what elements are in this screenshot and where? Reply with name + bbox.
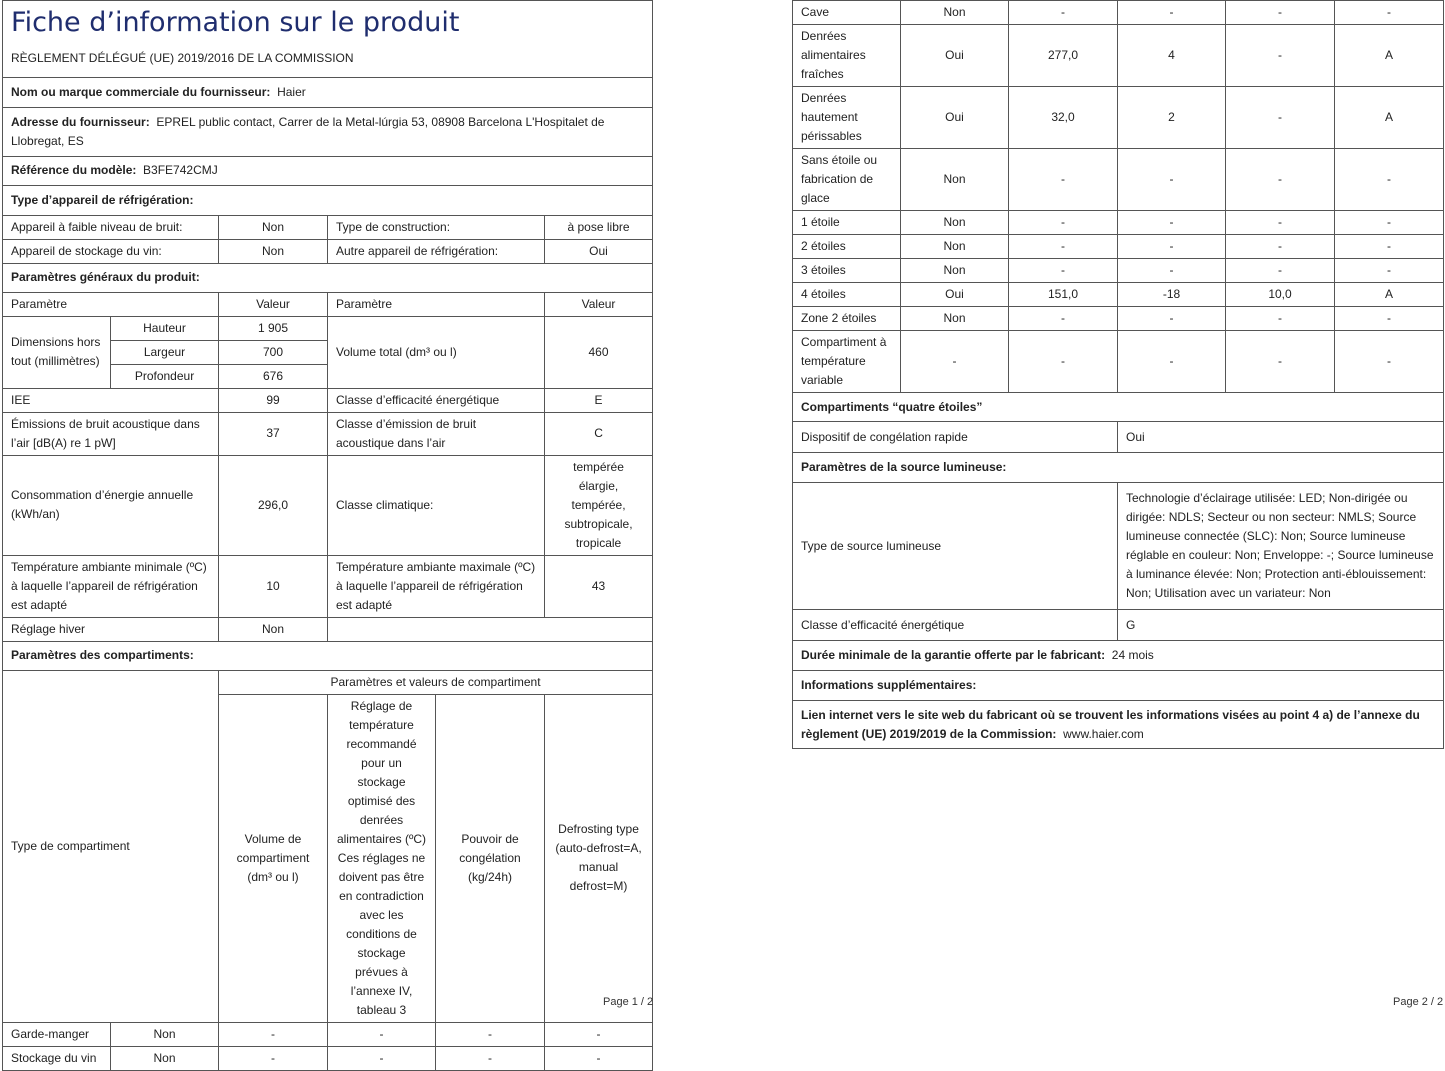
max-temp-value: 43 [545, 555, 653, 617]
compartment-defrost: - [545, 1022, 653, 1046]
table-row [793, 87, 1444, 149]
compartment-name: 4 étoiles [793, 283, 901, 307]
param-header-left: Paramètre [3, 292, 219, 316]
compartment-name: Denrées alimentaires fraîches [793, 25, 901, 87]
compartment-defrost: A [1335, 25, 1444, 87]
other-appliance-value: Oui [545, 239, 653, 263]
compartment-freezing: 10,0 [1226, 283, 1335, 307]
appliance-type-heading: Type d’appareil de réfrigération: [3, 185, 653, 215]
compartment-present: Non [111, 1022, 219, 1046]
empty-cell [328, 617, 653, 641]
compartment-volume: - [1009, 211, 1118, 235]
compartment-volume: 151,0 [1009, 283, 1118, 307]
compartment-temp: - [328, 1022, 436, 1046]
supplier-name: Haier [277, 84, 306, 99]
compartment-freezing: - [1226, 307, 1335, 331]
page-number-2: Page 2 / 2 [1393, 996, 1444, 1008]
noise-class-label: Classe d’émission de bruit acoustique dans l’air [328, 412, 545, 455]
compartment-temp: - [1118, 211, 1226, 235]
max-temp-label: Température ambiante maximale (ºC) à laquelle l’appareil de réfrigération est adapté [328, 555, 545, 617]
page-2 [792, 0, 1443, 749]
dimensions-label: Dimensions hors tout (millimètres) [3, 316, 111, 388]
compartment-present: Non [901, 307, 1009, 331]
annual-energy-label: Consommation d’énergie annuelle (kWh/an) [3, 455, 219, 555]
depth-value: 676 [219, 364, 328, 388]
compartment-freezing: - [1226, 211, 1335, 235]
compartment-volume: - [1009, 1, 1118, 25]
compartment-freezing: - [1226, 149, 1335, 211]
compartment-volume: - [1009, 149, 1118, 211]
compartment-defrost: - [1335, 211, 1444, 235]
light-class-label: Classe d’efficacité énergétique [793, 610, 1118, 641]
compartment-name: 3 étoiles [793, 259, 901, 283]
wine-label: Appareil de stockage du vin: [3, 239, 219, 263]
energy-class-label: Classe d’efficacité énergétique [328, 388, 545, 412]
compartment-temp: 2 [1118, 87, 1226, 149]
four-star-heading: Compartiments “quatre étoiles” [793, 393, 1444, 422]
compartment-present: Non [901, 211, 1009, 235]
regulation-title: RÈGLEMENT DÉLÉGUÉ (UE) 2019/2016 DE LA COMMISSION [3, 41, 653, 77]
supplier-address: EPREL public contact, Carrer de la Metal-lúrgia 53, 08908 Barcelona L'Hospitalet de Llobregat, ES [11, 114, 605, 148]
model-ref: B3FE742CMJ [143, 163, 218, 177]
width-label: Largeur [111, 340, 219, 364]
supplier-name-label: Nom ou marque commerciale du fournisseur: [11, 84, 271, 99]
compartment-freezing: - [436, 1046, 545, 1070]
compartment-present: Oui [901, 87, 1009, 149]
compartment-present: Non [901, 259, 1009, 283]
compartment-defrost: A [1335, 283, 1444, 307]
construction-label: Type de construction: [328, 215, 545, 239]
noise-value: 37 [219, 412, 328, 455]
compartment-volume: - [1009, 235, 1118, 259]
compartment-type-label: Type de compartiment [3, 670, 219, 1022]
min-temp-label: Température ambiante minimale (ºC) à laquelle l’appareil de réfrigération est adapté [3, 555, 219, 617]
width-value: 700 [219, 340, 328, 364]
light-type-label: Type de source lumineuse [793, 483, 1118, 610]
model-ref-label: Référence du modèle: [11, 163, 137, 177]
product-info-table-page1 [2, 0, 653, 1071]
table-row [793, 211, 1444, 235]
low-noise-label: Appareil à faible niveau de bruit: [3, 215, 219, 239]
compartment-volume: - [1009, 331, 1118, 393]
col-temp-header: Réglage de température recommandé pour un stockage optimisé des denrées alimentaires (ºC) Ces réglages ne doivent pas être en contradiction avec les conditions de stockage prévues à l’annexe IV, tableau 3 [328, 694, 436, 1022]
compartment-temp: -18 [1118, 283, 1226, 307]
model-ref-row [3, 156, 653, 185]
compartment-temp: - [1118, 235, 1226, 259]
light-class-value: G [1118, 610, 1444, 641]
compartment-temp: - [1118, 307, 1226, 331]
light-params-heading: Paramètres de la source lumineuse: [793, 453, 1444, 483]
compartment-params-heading: Paramètres des compartiments: [3, 641, 653, 670]
product-info-table-page2 [792, 0, 1444, 749]
compartment-name: Garde-manger [3, 1022, 111, 1046]
compartment-defrost: - [1335, 307, 1444, 331]
compartment-freezing: - [436, 1022, 545, 1046]
climate-class-value: tempérée élargie, tempérée, subtropicale, tropicale [545, 455, 653, 555]
iee-value: 99 [219, 388, 328, 412]
compartment-present: Non [901, 235, 1009, 259]
value-header-right: Valeur [545, 292, 653, 316]
compartment-defrost: - [1335, 331, 1444, 393]
quick-freeze-value: Oui [1118, 422, 1444, 453]
compartment-name: 2 étoiles [793, 235, 901, 259]
col-defrost-header: Defrosting type (auto-defrost=A, manual defrost=M) [545, 694, 653, 1022]
supplier-name-row [3, 77, 653, 107]
compartment-present: Non [111, 1046, 219, 1070]
winter-label: Réglage hiver [3, 617, 219, 641]
extra-info-heading: Informations supplémentaires: [793, 671, 1444, 701]
table-row [793, 149, 1444, 211]
winter-value: Non [219, 617, 328, 641]
compartment-temp: - [1118, 149, 1226, 211]
compartment-volume: - [219, 1022, 328, 1046]
compartment-freezing: - [1226, 25, 1335, 87]
compartment-volume: - [219, 1046, 328, 1070]
low-noise-value: Non [219, 215, 328, 239]
param-header-right: Paramètre [328, 292, 545, 316]
link-row [793, 701, 1444, 749]
compartment-temp: - [1118, 259, 1226, 283]
compartment-volume: 277,0 [1009, 25, 1118, 87]
quick-freeze-label: Dispositif de congélation rapide [793, 422, 1118, 453]
compartment-name: Compartiment à température variable [793, 331, 901, 393]
compartment-defrost: - [545, 1046, 653, 1070]
height-value: 1 905 [219, 316, 328, 340]
table-row [793, 307, 1444, 331]
iee-label: IEE [3, 388, 219, 412]
compartment-name: Cave [793, 1, 901, 25]
compartment-temp: - [1118, 331, 1226, 393]
compartment-temp: - [1118, 1, 1226, 25]
wine-value: Non [219, 239, 328, 263]
value-header-left: Valeur [219, 292, 328, 316]
other-appliance-label: Autre appareil de réfrigération: [328, 239, 545, 263]
supplier-address-row [3, 107, 653, 156]
compartment-volume: - [1009, 259, 1118, 283]
page-number-1: Page 1 / 2 [603, 996, 654, 1008]
noise-class-value: C [545, 412, 653, 455]
compartment-present: Oui [901, 283, 1009, 307]
col-volume-header: Volume de compartiment (dm³ ou l) [219, 694, 328, 1022]
link-label: Lien internet vers le site web du fabricant où se trouvent les informations visées au point 4 a) de l’annexe du règlement (UE) 2019/2019 de la Commission: [801, 707, 1420, 741]
annual-energy-value: 296,0 [219, 455, 328, 555]
table-row [793, 235, 1444, 259]
total-volume-label: Volume total (dm³ ou l) [328, 316, 545, 388]
compartment-freezing: - [1226, 331, 1335, 393]
supplier-address-label: Adresse du fournisseur: [11, 114, 150, 129]
compartment-freezing: - [1226, 259, 1335, 283]
compartment-name: Sans étoile ou fabrication de glace [793, 149, 901, 211]
table-row [793, 331, 1444, 393]
table-row [3, 1046, 653, 1070]
energy-class-value: E [545, 388, 653, 412]
table-row [3, 1022, 653, 1046]
compartment-present: Non [901, 149, 1009, 211]
compartment-present: Oui [901, 25, 1009, 87]
page-1 [2, 0, 652, 1071]
compartment-defrost: - [1335, 235, 1444, 259]
compartment-present: - [901, 331, 1009, 393]
climate-class-label: Classe climatique: [328, 455, 545, 555]
compartment-freezing: - [1226, 87, 1335, 149]
document-title: Fiche d’information sur le produit [3, 1, 653, 42]
col-freezing-header: Pouvoir de congélation (kg/24h) [436, 694, 545, 1022]
warranty-label: Durée minimale de la garantie offerte par le fabricant: [801, 648, 1106, 662]
compartment-name: Stockage du vin [3, 1046, 111, 1070]
manufacturer-link[interactable]: www.haier.com [1063, 726, 1144, 741]
noise-label: Émissions de bruit acoustique dans l’air [dB(A) re 1 pW] [3, 412, 219, 455]
light-type-value: Technologie d’éclairage utilisée: LED; Non-dirigée ou dirigée: NDLS; Secteur ou non secteur: NMLS; Source lumineuse connectée (SLC): Non; Source lumineuse réglable en couleur: Non; Enveloppe: -; Source lumineuse à luminance élevée: Non; Protection anti-éblouissement: Non; Utilisation avec un variateur: Non [1118, 483, 1444, 610]
compartment-name: Zone 2 étoiles [793, 307, 901, 331]
compartment-present: Non [901, 1, 1009, 25]
compartment-values-header: Paramètres et valeurs de compartiment [219, 670, 653, 694]
compartment-name: Denrées hautement périssables [793, 87, 901, 149]
compartment-freezing: - [1226, 235, 1335, 259]
compartment-freezing: - [1226, 1, 1335, 25]
table-row [793, 25, 1444, 87]
compartment-temp: 4 [1118, 25, 1226, 87]
compartment-defrost: - [1335, 149, 1444, 211]
min-temp-value: 10 [219, 555, 328, 617]
compartment-volume: 32,0 [1009, 87, 1118, 149]
table-row [793, 1, 1444, 25]
depth-label: Profondeur [111, 364, 219, 388]
compartment-defrost: - [1335, 259, 1444, 283]
height-label: Hauteur [111, 316, 219, 340]
compartment-volume: - [1009, 307, 1118, 331]
construction-value: à pose libre [545, 215, 653, 239]
compartment-defrost: A [1335, 87, 1444, 149]
compartment-temp: - [328, 1046, 436, 1070]
compartment-defrost: - [1335, 1, 1444, 25]
table-row [793, 259, 1444, 283]
warranty-row [793, 641, 1444, 671]
general-params-heading: Paramètres généraux du produit: [3, 263, 653, 292]
total-volume-value: 460 [545, 316, 653, 388]
warranty-value: 24 mois [1111, 648, 1154, 662]
table-row [793, 283, 1444, 307]
compartment-name: 1 étoile [793, 211, 901, 235]
